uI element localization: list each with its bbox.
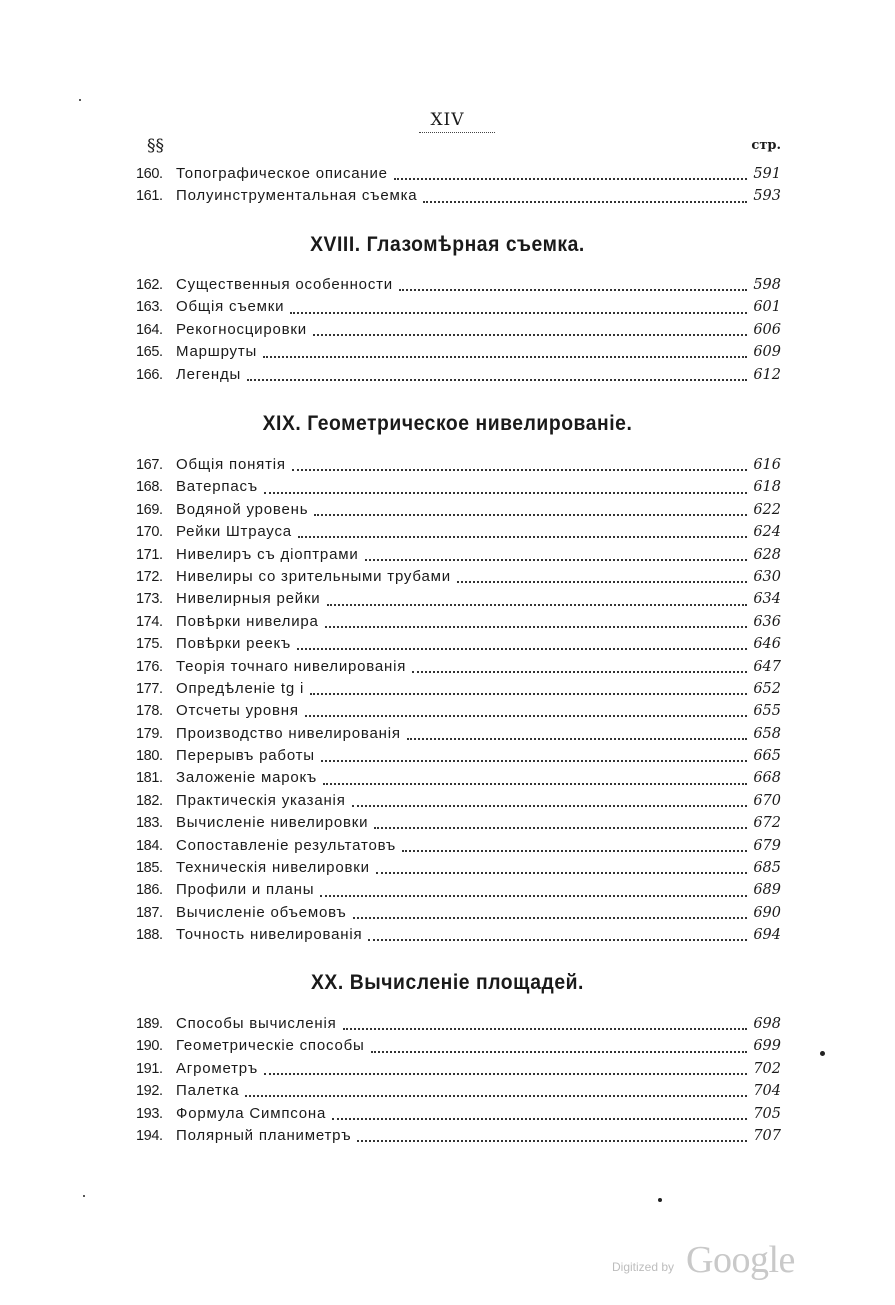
entry-title: Повѣрки реекъ bbox=[176, 635, 292, 653]
toc-entry bbox=[136, 1080, 781, 1102]
entry-page: 707 bbox=[753, 1127, 781, 1144]
entry-number: 175. bbox=[136, 636, 163, 653]
toc-entry bbox=[136, 879, 781, 901]
dot-leader bbox=[305, 701, 747, 717]
entry-page: 655 bbox=[753, 703, 781, 720]
entry-page: 702 bbox=[753, 1060, 781, 1077]
entry-page: 612 bbox=[753, 366, 781, 383]
entry-number: 194. bbox=[136, 1127, 163, 1144]
entry-page: 694 bbox=[753, 927, 781, 944]
entry-number: 174. bbox=[136, 613, 163, 630]
entry-number: 191. bbox=[136, 1060, 163, 1077]
entry-page: 668 bbox=[753, 770, 781, 787]
toc-entry bbox=[136, 1035, 781, 1057]
dot-leader bbox=[245, 1081, 747, 1097]
entry-title: Рейки Штрауса bbox=[176, 523, 292, 541]
toc-list-xviii bbox=[136, 274, 781, 386]
dot-leader bbox=[394, 164, 747, 180]
toc-entry bbox=[136, 364, 781, 386]
toc-entry bbox=[136, 476, 781, 498]
entry-title: Нивелирныя рейки bbox=[176, 590, 321, 608]
entry-page: 647 bbox=[753, 658, 781, 675]
dot-leader bbox=[264, 478, 747, 494]
dot-leader bbox=[368, 925, 747, 941]
entry-page: 689 bbox=[753, 882, 781, 899]
entry-page: 705 bbox=[753, 1105, 781, 1122]
entry-page: 598 bbox=[753, 277, 781, 293]
toc-entry bbox=[136, 1103, 781, 1125]
toc-entry bbox=[136, 454, 781, 476]
entry-title: Вычисленіе нивелировки bbox=[176, 814, 369, 832]
toc-entry bbox=[136, 185, 781, 207]
entry-title: Полуинструментальная съемка bbox=[176, 187, 418, 205]
entry-title: Повѣрки нивелира bbox=[176, 612, 319, 630]
toc-entry bbox=[136, 319, 781, 341]
entry-number: 182. bbox=[136, 792, 163, 809]
entry-page: 609 bbox=[753, 344, 781, 361]
dot-leader bbox=[371, 1037, 747, 1053]
entry-number: 184. bbox=[136, 837, 163, 854]
entry-title: Нивелиры со зрительными трубами bbox=[176, 567, 451, 585]
dot-leader bbox=[353, 903, 747, 919]
toc-entry bbox=[136, 924, 781, 946]
scan-speck bbox=[820, 1051, 825, 1056]
dot-leader bbox=[313, 320, 747, 336]
entry-number: 193. bbox=[136, 1105, 163, 1122]
entry-number: 162. bbox=[136, 277, 163, 293]
toc-entry bbox=[136, 341, 781, 363]
entry-title: Топографическое описание bbox=[176, 165, 388, 182]
entry-page: 593 bbox=[753, 188, 781, 205]
entry-number: 190. bbox=[136, 1038, 163, 1055]
toc-entry bbox=[136, 857, 781, 879]
dot-leader bbox=[352, 791, 747, 807]
entry-title: Легенды bbox=[176, 365, 242, 383]
entry-title: Водяной уровень bbox=[176, 500, 309, 518]
entry-title: Сопоставленіе результатовъ bbox=[176, 836, 397, 854]
entry-title: Существенныя особенности bbox=[176, 276, 393, 293]
entry-title: Практическія указанія bbox=[176, 791, 346, 809]
toc-list-xx bbox=[136, 1013, 781, 1147]
dot-leader bbox=[365, 545, 747, 561]
entry-number: 179. bbox=[136, 725, 163, 742]
entry-page: 658 bbox=[753, 725, 781, 742]
dot-leader bbox=[402, 836, 747, 852]
dot-leader bbox=[264, 1059, 747, 1075]
entry-number: 161. bbox=[136, 188, 163, 205]
entry-number: 180. bbox=[136, 748, 163, 765]
toc-list-continued bbox=[136, 163, 781, 208]
entry-title: Точность нивелированія bbox=[176, 926, 363, 944]
toc-entry bbox=[136, 678, 781, 700]
entry-number: 171. bbox=[136, 546, 163, 563]
entry-number: 166. bbox=[136, 366, 163, 383]
dot-leader bbox=[412, 657, 747, 673]
entry-page: 665 bbox=[753, 748, 781, 765]
toc-entry bbox=[136, 588, 781, 610]
entry-title: Перерывъ работы bbox=[176, 747, 315, 765]
toc-entry bbox=[136, 835, 781, 857]
entry-page: 670 bbox=[753, 792, 781, 809]
dot-leader bbox=[263, 342, 747, 358]
entry-page: 672 bbox=[753, 815, 781, 832]
toc-entry bbox=[136, 745, 781, 767]
entry-title: Общія съемки bbox=[176, 298, 285, 316]
entry-title: Вычисленіе объемовъ bbox=[176, 903, 347, 921]
entry-number: 176. bbox=[136, 658, 163, 675]
entry-page: 591 bbox=[753, 166, 781, 182]
dot-leader bbox=[320, 881, 747, 897]
entry-title: Геометрическіе способы bbox=[176, 1037, 365, 1055]
page-column-label: стр. bbox=[751, 138, 781, 153]
entry-title: Техническія нивелировки bbox=[176, 859, 370, 877]
entry-number: 188. bbox=[136, 927, 163, 944]
entry-title: Ватерпасъ bbox=[176, 478, 258, 496]
watermark-prefix: Digitized by bbox=[612, 1260, 675, 1274]
entry-number: 181. bbox=[136, 770, 163, 787]
toc-entry bbox=[136, 521, 781, 543]
dot-leader bbox=[314, 500, 747, 516]
entry-title: Заложеніе марокъ bbox=[176, 769, 318, 787]
dot-leader bbox=[321, 746, 747, 762]
dot-leader bbox=[292, 455, 747, 471]
dot-leader bbox=[407, 724, 747, 740]
entry-page: 704 bbox=[753, 1083, 781, 1100]
dot-leader bbox=[423, 187, 747, 203]
toc-entry bbox=[136, 700, 781, 722]
chapter-heading-xviii: XVIII. Глазомѣрная съемка. bbox=[310, 233, 585, 256]
chapter-heading-xx: XX. Вычисленіе площадей. bbox=[310, 971, 584, 994]
toc-entry bbox=[136, 274, 781, 296]
dot-leader bbox=[297, 634, 747, 650]
entry-number: 172. bbox=[136, 568, 163, 585]
entry-page: 601 bbox=[753, 299, 781, 316]
toc-entry bbox=[136, 902, 781, 924]
entry-title: Производство нивелированія bbox=[176, 724, 401, 742]
toc-entry bbox=[136, 544, 781, 566]
digitized-watermark bbox=[612, 1239, 795, 1290]
entry-page: 630 bbox=[753, 568, 781, 585]
toc-entry bbox=[136, 656, 781, 678]
google-logo: Google bbox=[686, 1239, 795, 1281]
column-header bbox=[141, 136, 781, 156]
toc-entry bbox=[136, 163, 781, 185]
toc-entry bbox=[136, 1013, 781, 1035]
entry-page: 618 bbox=[753, 479, 781, 496]
entry-title: Способы вычисленія bbox=[176, 1015, 337, 1032]
entry-page: 699 bbox=[753, 1038, 781, 1055]
entry-number: 168. bbox=[136, 479, 163, 496]
dot-leader bbox=[327, 590, 748, 606]
dot-leader bbox=[374, 813, 747, 829]
entry-page: 606 bbox=[753, 321, 781, 338]
entry-title: Рекогносцировки bbox=[176, 320, 307, 338]
toc-entry bbox=[136, 790, 781, 812]
toc-entry bbox=[136, 296, 781, 318]
entry-page: 636 bbox=[753, 613, 781, 630]
entry-page: 679 bbox=[753, 837, 781, 854]
dot-leader bbox=[357, 1126, 747, 1142]
entry-page: 685 bbox=[753, 860, 781, 877]
section-column-label: §§ bbox=[147, 136, 164, 156]
scan-speck bbox=[83, 1195, 85, 1197]
dot-leader bbox=[343, 1014, 747, 1030]
entry-number: 192. bbox=[136, 1083, 163, 1100]
entry-page: 690 bbox=[753, 904, 781, 921]
toc-list-xix bbox=[136, 454, 781, 947]
entry-title: Маршруты bbox=[176, 343, 258, 361]
entry-number: 167. bbox=[136, 457, 163, 473]
toc-entry bbox=[136, 1058, 781, 1080]
entry-title: Нивелиръ съ діоптрами bbox=[176, 545, 359, 563]
entry-number: 169. bbox=[136, 501, 163, 518]
entry-page: 646 bbox=[753, 636, 781, 653]
toc-entry bbox=[136, 499, 781, 521]
entry-number: 189. bbox=[136, 1016, 163, 1032]
toc-entry bbox=[136, 611, 781, 633]
toc-entry bbox=[136, 633, 781, 655]
dot-leader bbox=[457, 567, 747, 583]
page-number: XIV bbox=[430, 110, 465, 130]
entry-title: Полярный планиметръ bbox=[176, 1126, 352, 1144]
entry-title: Палетка bbox=[176, 1082, 240, 1100]
entry-title: Агрометръ bbox=[176, 1059, 259, 1077]
dot-leader bbox=[376, 858, 747, 874]
entry-number: 177. bbox=[136, 680, 163, 697]
entry-page: 622 bbox=[753, 501, 781, 518]
dot-leader bbox=[399, 275, 747, 291]
dot-leader bbox=[323, 769, 747, 785]
entry-title: Опредѣленіе tg i bbox=[176, 679, 305, 697]
chapter-heading-xix: XIX. Геометрическое нивелированіе. bbox=[262, 412, 633, 435]
entry-number: 164. bbox=[136, 321, 163, 338]
entry-page: 652 bbox=[753, 680, 781, 697]
dot-leader bbox=[310, 679, 747, 695]
entry-number: 160. bbox=[136, 166, 163, 182]
entry-page: 698 bbox=[753, 1016, 781, 1032]
dot-leader bbox=[332, 1104, 747, 1120]
entry-number: 170. bbox=[136, 524, 163, 541]
entry-number: 178. bbox=[136, 703, 163, 720]
entry-number: 185. bbox=[136, 860, 163, 877]
entry-number: 186. bbox=[136, 882, 163, 899]
entry-title: Теорія точнаго нивелированія bbox=[176, 657, 407, 675]
toc-entry bbox=[136, 723, 781, 745]
entry-number: 173. bbox=[136, 591, 163, 608]
entry-title: Профили и планы bbox=[176, 881, 315, 899]
toc-entry bbox=[136, 812, 781, 834]
dot-leader bbox=[325, 612, 747, 628]
page-number-rule bbox=[419, 132, 495, 133]
dot-leader bbox=[290, 298, 747, 314]
entry-page: 624 bbox=[753, 524, 781, 541]
entry-page: 616 bbox=[753, 457, 781, 473]
toc-entry bbox=[136, 767, 781, 789]
entry-number: 183. bbox=[136, 815, 163, 832]
entry-title: Общія понятія bbox=[176, 456, 286, 473]
entry-page: 628 bbox=[753, 546, 781, 563]
scan-speck bbox=[79, 99, 81, 101]
entry-page: 634 bbox=[753, 591, 781, 608]
entry-number: 165. bbox=[136, 344, 163, 361]
entry-title: Отсчеты уровня bbox=[176, 702, 299, 720]
entry-number: 163. bbox=[136, 299, 163, 316]
entry-title: Формула Симпсона bbox=[176, 1104, 327, 1122]
scan-speck bbox=[658, 1198, 662, 1202]
dot-leader bbox=[247, 365, 747, 381]
toc-entry bbox=[136, 566, 781, 588]
entry-number: 187. bbox=[136, 904, 163, 921]
toc-entry bbox=[136, 1125, 781, 1147]
dot-leader bbox=[298, 522, 747, 538]
